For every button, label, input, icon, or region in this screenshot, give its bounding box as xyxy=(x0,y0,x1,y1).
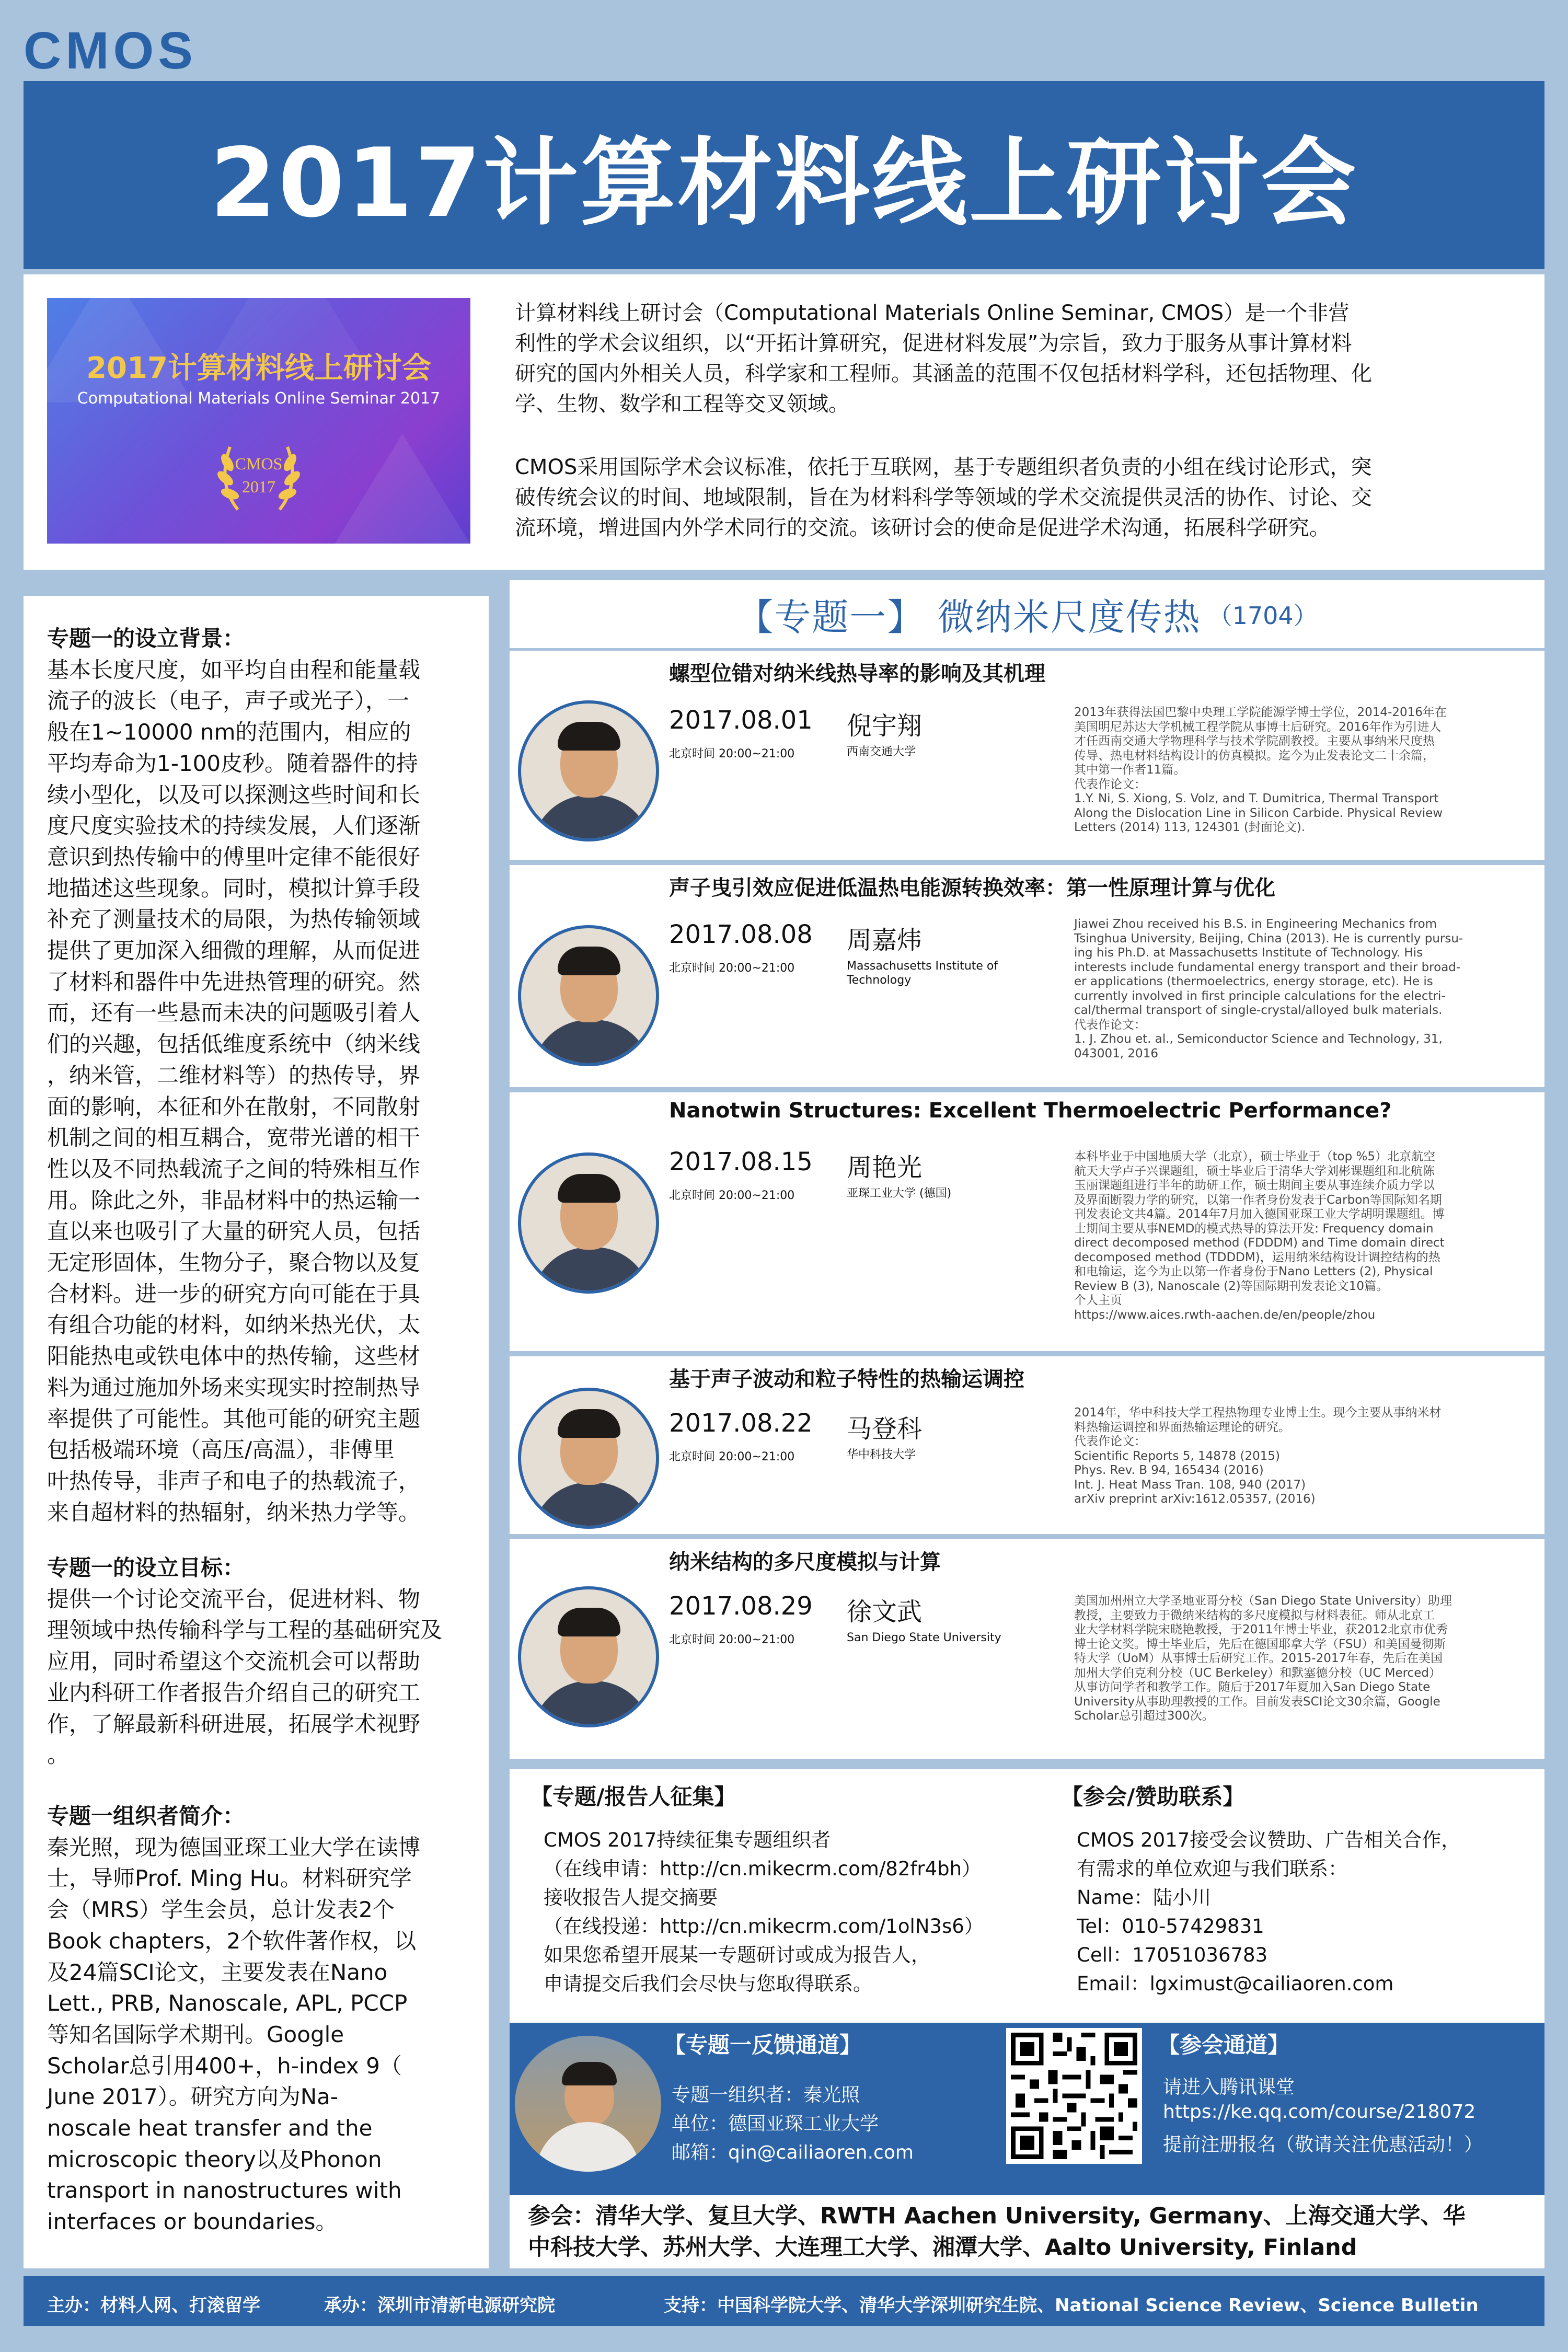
speaker-bio xyxy=(1074,1594,1524,1724)
bio-line: 代表作论文： xyxy=(1074,1435,1146,1448)
talk-card xyxy=(510,1092,1544,1351)
bio-line: 玉丽课题组进行半年的助研工作，硕士期间主要从事连续介质力学以 xyxy=(1074,1179,1435,1192)
organizer-section xyxy=(47,1801,486,2238)
page-title: 2017计算材料线上研讨会 xyxy=(210,127,1358,238)
bio-line: 传导、热电材料结构设计的仿真模拟。迄今为止发表论文二十余篇， xyxy=(1074,748,1435,763)
footer-organizer: 承办：深圳市清新电源研究院 xyxy=(324,2295,555,2316)
text-line: 地描述这些现象。同时，模拟计算手段 xyxy=(47,875,421,901)
bio-line: Jiawei Zhou received his B.S. in Engineering Mechanics from xyxy=(1074,917,1437,931)
text-line: interfaces or boundaries。 xyxy=(47,2209,338,2235)
bio-line: 从事访问学者和教学工作。随后于2017年夏加入San Diego State xyxy=(1074,1680,1431,1694)
bio-line: 加州大学伯克利分校（UC Berkeley）和默塞德分校（UC Merced） xyxy=(1074,1666,1441,1680)
talk-date: 2017.08.15 xyxy=(669,1147,813,1177)
intro-line: 学、生物、数学和工程等交叉领域。 xyxy=(515,392,849,416)
text-line: 面的影响，本征和外在散射，不同散射 xyxy=(47,1093,421,1120)
talk-title: 基于声子波动和粒子特性的热输运调控 xyxy=(669,1367,1024,1391)
talk-card xyxy=(510,651,1544,860)
talk-title: 纳米结构的多尺度模拟与计算 xyxy=(669,1550,941,1574)
speaker-affiliation xyxy=(847,1631,1024,1645)
feedback-band xyxy=(510,2023,1544,2195)
bio-line: 和电输运，迄今为止以第一作者身份于Nano Letters (2), Physical xyxy=(1074,1265,1433,1278)
text-line: 般在1~10000 nm的范围内，相应的 xyxy=(47,719,411,745)
goal-section xyxy=(47,1552,486,1771)
bio-line: 才任西南交通大学物理科学与技术学院副教授。主要从事纳米尺度热 xyxy=(1074,734,1435,748)
footer-host: 主办：材料人网、打滚留学 xyxy=(47,2295,260,2316)
text-line: 作，了解最新科研进展，拓展学术视野 xyxy=(47,1711,421,1737)
bio-line: 1.Y. Ni, S. Xiong, S. Volz, and T. Dumitrica, Thermal Transport xyxy=(1074,792,1439,805)
speaker-affiliation xyxy=(847,959,1024,987)
text-line: 流子的波长（电子，声子或光子），一 xyxy=(47,688,410,714)
talk-date: 2017.08.01 xyxy=(669,706,813,735)
intro-line: 破传统会议的时间、地域限制，旨在为材料科学等领域的学术交流提供灵活的协作、讨论、交 xyxy=(515,486,1372,510)
text-line: 无定形固体，生物分子，聚合物以及复 xyxy=(47,1250,421,1276)
sponsor-line: CMOS 2017接受会议赞助、广告相关合作， xyxy=(1077,1829,1461,1851)
bio-line: 2013年获得法国巴黎中央理工学院能源学博士学位，2014-2016年在 xyxy=(1074,706,1447,719)
footer-bar xyxy=(24,2276,1544,2326)
bio-line: Letters (2014) 113, 124301 (封面论文). xyxy=(1074,821,1306,834)
text-line: 会（MRS）学生会员，总计发表2个 xyxy=(47,1897,395,1923)
bio-line: Review B (3), Nanoscale (2)等国际期刊发表论文10篇。 xyxy=(1074,1279,1389,1293)
bio-line: ing his Ph.D. at Massachusetts Institute of Technology. His xyxy=(1074,946,1423,960)
intro-line: CMOS采用国际学术会议标准，依托于互联网，基于专题组织者负责的小组在线讨论形式，突 xyxy=(515,455,1372,479)
bio-line: 及界面断裂力学的研究，以第一作者身份发表于Carbon等国际知名期 xyxy=(1074,1193,1442,1207)
bio-line: 2014年，华中科技大学工程热物理专业博士生。现今主要从事纳米材 xyxy=(1074,1406,1442,1420)
bio-line: Scientific Reports 5, 14878 (2015) xyxy=(1074,1449,1280,1463)
topic-count: （1704） xyxy=(1208,602,1318,630)
text-line: Book chapters，2个软件著作权，以 xyxy=(47,1928,417,1954)
bio-line: currently involved in first principle calculations for the electri- xyxy=(1074,989,1446,1003)
bio-line: interests include fundamental energy transport and their broad- xyxy=(1074,960,1461,974)
speaker-name: 周艳光 xyxy=(847,1153,923,1182)
bio-line: 特大学（UoM）从事博士后研究工作。2015-2017年春，先后在美国 xyxy=(1074,1652,1443,1665)
talk-time: 北京时间 20:00~21:00 xyxy=(669,747,795,760)
feedback-email[interactable]: 邮箱：qin@cailiaoren.com xyxy=(672,2142,914,2163)
talk-time: 北京时间 20:00~21:00 xyxy=(669,1633,795,1646)
talk-title: 声子曳引效应促进低温热电能源转换效率：第一性原理计算与优化 xyxy=(669,876,1275,900)
affiliation-line: Massachusetts Institute of xyxy=(847,960,998,973)
title-band xyxy=(24,81,1544,269)
bio-line: 教授，主要致力于微纳米结构的多尺度模拟与材料表征。师从北京工 xyxy=(1074,1608,1435,1622)
qr-code-icon[interactable] xyxy=(1006,2028,1142,2164)
recruit-link-abstract[interactable]: （在线投递：http://cn.mikecrm.com/1olN3s6） xyxy=(544,1915,984,1938)
background-heading: 专题一的设立背景： xyxy=(47,626,245,651)
bio-line: 个人主页 xyxy=(1074,1294,1122,1307)
talk-card xyxy=(510,1356,1544,1534)
bio-line: 刊发表论文共4篇。2014年7月加入德国亚琛工业大学胡明课题组。博 xyxy=(1074,1207,1445,1221)
intro-line: 利性的学术会议组织，以“开拓计算研究，促进材料发展”为宗旨，致力于服务从事计算材料 xyxy=(515,331,1352,355)
text-line: 直以来也吸引了大量的研究人员，包括 xyxy=(47,1218,421,1244)
recruit-heading: 【专题/报告人征集】 xyxy=(531,1784,736,1809)
participants-list xyxy=(528,2200,1531,2263)
speaker-avatar xyxy=(518,1586,659,1727)
text-line: 续小型化，以及可以探测这些时间和长 xyxy=(47,781,421,808)
join-instruction: 请进入腾讯课堂 xyxy=(1163,2077,1295,2098)
text-line: ，纳米管，二维材料等）的热传导，界 xyxy=(47,1062,421,1088)
bio-line: cal/thermal transport of single-crystal/alloyed bulk materials. xyxy=(1074,1004,1443,1017)
text-line: 而，还有一些悬而未决的问题吸引着人 xyxy=(47,1000,421,1026)
sponsor-heading: 【参会/赞助联系】 xyxy=(1061,1784,1245,1809)
text-line: 叶热传导，非声子和电子的热载流子， xyxy=(47,1468,421,1494)
feedback-affiliation: 单位：德国亚琛工业大学 xyxy=(672,2113,879,2135)
join-link[interactable]: https://ke.qq.com/course/218072 xyxy=(1163,2101,1476,2123)
organizer-photo xyxy=(515,2036,661,2172)
bio-line: 业大学材料学院宋晓艳教授，于2011年博士毕业，获2012北京市优秀 xyxy=(1074,1623,1448,1636)
talk-time: 北京时间 20:00~21:00 xyxy=(669,1450,795,1463)
speaker-bio xyxy=(1074,917,1524,1061)
bio-line: 料热输运调控和界面热输运理论的研究。 xyxy=(1074,1420,1290,1434)
brand-logo: CMOS xyxy=(24,21,197,80)
sponsor-contact-name: Name：陆小川 xyxy=(1077,1886,1212,1909)
text-line: 等知名国际学术期刊。Google xyxy=(47,2021,344,2047)
text-line: 士，导师Prof. Ming Hu。材料研究学 xyxy=(47,1865,412,1892)
sponsor-contact-cell: Cell：17051036783 xyxy=(1077,1944,1268,1966)
talk-title: Nanotwin Structures: Excellent Thermoelectric Performance? xyxy=(669,1099,1392,1123)
sponsor-line: 有需求的单位欢迎与我们联系： xyxy=(1077,1858,1347,1880)
bio-line: 航天大学卢子兴课题组，硕士毕业后于清华大学刘彬课题组和北航陈 xyxy=(1074,1164,1435,1178)
recruit-line: 接收报告人提交摘要 xyxy=(544,1886,718,1909)
text-line: 度尺度实验技术的持续发展，人们逐渐 xyxy=(47,813,421,839)
text-line: 来自超材料的热辐射，纳米热力学等。 xyxy=(47,1499,421,1525)
bio-line: 本科毕业于中国地质大学（北京），硕士毕业于（top %5）北京航空 xyxy=(1074,1150,1435,1163)
text-line: 及24篇SCI论文，主要发表在Nano xyxy=(47,1959,388,1985)
talk-date: 2017.08.29 xyxy=(669,1592,813,1621)
bio-line: Phys. Rev. B 94, 165434 (2016) xyxy=(1074,1463,1264,1477)
banner-badge-text xyxy=(206,452,311,498)
topic-name: 【专题一】 微纳米尺度传热 xyxy=(736,595,1201,639)
bio-line: Scholar总引超过300次。 xyxy=(1074,1709,1214,1723)
bio-line: 博士论文奖。博士毕业后，先后在德国耶拿大学（FSU）和美国曼彻斯 xyxy=(1074,1637,1446,1651)
speaker-bio xyxy=(1074,1406,1524,1507)
bio-line: Int. J. Heat Mass Tran. 108, 940 (2017) xyxy=(1074,1478,1306,1492)
talk-title: 螺型位错对纳米线热导率的影响及其机理 xyxy=(669,662,1045,686)
talk-date: 2017.08.22 xyxy=(669,1409,813,1438)
speaker-avatar xyxy=(518,700,659,841)
text-line: 机制之间的相互耦合，宽带光谱的相干 xyxy=(47,1125,421,1151)
affiliation-line: 华中科技大学 xyxy=(847,1448,916,1461)
topic-header xyxy=(510,580,1544,648)
bio-line: 士期间主要从事NEMD的模式热导的算法开发: Frequency domain xyxy=(1074,1221,1434,1236)
speaker-name: 周嘉炜 xyxy=(847,926,923,955)
bio-line: 美国加州州立大学圣地亚哥分校（San Diego State University）助理 xyxy=(1074,1594,1452,1608)
banner-subtitle: Computational Materials Online Seminar 2017 xyxy=(77,389,441,408)
bio-line: arXiv preprint arXiv:1612.05357, (2016) xyxy=(1074,1492,1316,1506)
text-line: 合材料。进一步的研究方向可能在于具 xyxy=(47,1281,421,1307)
text-line: 料为通过施加外场来实现实时控制热导 xyxy=(47,1374,421,1400)
join-heading: 【参会通道】 xyxy=(1158,2032,1290,2058)
speaker-name: 倪宇翔 xyxy=(847,711,923,741)
recruit-line: 申请提交后我们会尽快与您取得联系。 xyxy=(544,1973,872,1995)
text-line: 性以及不同热载流子之间的特殊相互作 xyxy=(47,1156,421,1182)
talk-card xyxy=(510,865,1544,1087)
text-line: microscopic theory以及Phonon xyxy=(47,2146,382,2172)
feedback-heading: 【专题一反馈通道】 xyxy=(664,2032,862,2058)
recruit-line: 如果您希望开展某一专题研讨或成为报告人， xyxy=(544,1944,930,1966)
speaker-bio xyxy=(1074,706,1524,835)
affiliation-line: San Diego State University xyxy=(847,1631,1001,1644)
intro-paragraph-1 xyxy=(515,298,1524,419)
talk-card xyxy=(510,1539,1544,1759)
intro-line: 计算材料线上研讨会（Computational Materials Online Seminar, CMOS）是一个非营 xyxy=(515,301,1350,325)
bio-line: Along the Dislocation Line in Silicon Carbide. Physical Review xyxy=(1074,806,1443,820)
seminar-banner-image xyxy=(47,298,470,544)
speaker-affiliation xyxy=(847,1448,1024,1462)
intro-paragraph-2 xyxy=(515,452,1524,543)
bio-line: 代表作论文： xyxy=(1074,777,1146,791)
participants-line: 中科技大学、苏州大学、大连理工大学、湘潭大学、Aalto University, Finland xyxy=(528,2234,1357,2261)
text-line: transport in nanostructures with xyxy=(47,2177,402,2204)
text-line: 秦光照，现为德国亚琛工业大学在读博 xyxy=(47,1834,421,1860)
bio-line: 043001, 2016 xyxy=(1074,1046,1158,1060)
bio-line: 代表作论文： xyxy=(1074,1018,1146,1032)
text-line: noscale heat transfer and the xyxy=(47,2115,373,2141)
bio-line: er applications (thermoelectrics, energy storage, etc). He is xyxy=(1074,975,1433,988)
affiliation-line: 亚琛工业大学 (德国) xyxy=(847,1187,952,1200)
text-line: Lett., PRB, Nanoscale, APL, PCCP xyxy=(47,1990,408,2016)
text-line: 阳能热电或铁电体中的热传输，这些材 xyxy=(47,1343,421,1369)
speaker-avatar xyxy=(518,1152,659,1294)
speaker-bio xyxy=(1074,1150,1524,1322)
recruit-line: CMOS 2017持续征集专题组织者 xyxy=(544,1829,831,1851)
text-line: 提供了更加深入细微的理解，从而促进 xyxy=(47,938,421,964)
organizer-heading: 专题一组织者简介： xyxy=(47,1803,245,1829)
intro-line: 研究的国内外相关人员，科学家和工程师。其涵盖的范围不仅包括材料学科，还包括物理、化 xyxy=(515,362,1372,386)
bio-line: Tsinghua University, Beijing, China (2013). He is currently pursu- xyxy=(1074,931,1463,946)
text-line: 包括极端环境（高压/高温），非傅里 xyxy=(47,1437,395,1463)
join-note: 提前注册报名（敬请关注优惠活动！） xyxy=(1163,2134,1483,2155)
affiliation-line: 西南交通大学 xyxy=(847,745,916,758)
bio-line: decomposed method (TDDDM)，运用纳米结构设计调控结构的热 xyxy=(1074,1250,1440,1264)
talk-time: 北京时间 20:00~21:00 xyxy=(669,962,795,975)
bio-line: https://www.aices.rwth-aachen.de/en/people/zhou xyxy=(1074,1308,1376,1322)
text-line: 提供一个讨论交流平台，促进材料、物 xyxy=(47,1586,421,1612)
bio-line: 美国明尼苏达大学机械工程学院从事博士后研究。2016年作为引进人 xyxy=(1074,720,1442,734)
badge-line-2: 2017 xyxy=(242,477,275,496)
background-section xyxy=(47,623,486,1528)
speaker-name: 徐文武 xyxy=(847,1597,923,1627)
text-line: Scholar总引用400+，h-index 9（ xyxy=(47,2053,402,2079)
participants-panel xyxy=(510,2195,1544,2268)
bio-line: direct decomposed method (FDDDM) and Time domain direct xyxy=(1074,1236,1445,1250)
talk-date: 2017.08.08 xyxy=(669,920,813,949)
text-line: 意识到热传输中的傅里叶定律不能很好 xyxy=(47,844,421,870)
text-line: 有组合功能的材料，如纳米热光伏，太 xyxy=(47,1312,421,1338)
badge-line-1: CMOS xyxy=(235,454,283,473)
feedback-organizer: 专题一组织者：秦光照 xyxy=(672,2084,860,2106)
talk-time: 北京时间 20:00~21:00 xyxy=(669,1189,795,1202)
text-line: 率提供了可能性。其他可能的研究主题 xyxy=(47,1405,421,1432)
text-line: 理领域中热传输科学与工程的基础研究及 xyxy=(47,1617,443,1643)
contact-panel xyxy=(510,1769,1544,2033)
text-line: 应用，同时希望这个交流机会可以帮助 xyxy=(47,1648,421,1675)
speaker-affiliation xyxy=(847,745,1024,759)
text-line: 。 xyxy=(47,1742,70,1768)
text-line: 业内科研工作者报告介绍自己的研究工 xyxy=(47,1679,421,1705)
left-info-panel xyxy=(24,596,489,2268)
goal-heading: 专题一的设立目标： xyxy=(47,1555,245,1581)
bio-line: 1. J. Zhou et. al., Semiconductor Science and Technology, 31, xyxy=(1074,1032,1443,1046)
affiliation-line: Technology xyxy=(847,974,912,987)
text-line: 了材料和器件中先进热管理的研究。然 xyxy=(47,969,421,995)
text-line: 用。除此之外，非晶材料中的热运输一 xyxy=(47,1187,421,1213)
text-line: 补充了测量技术的局限，为热传输领域 xyxy=(47,906,421,932)
bio-line: University从事助理教授的工作。目前发表SCI论文30余篇，Google xyxy=(1074,1694,1440,1709)
speaker-name: 马登科 xyxy=(847,1414,923,1444)
text-line: 们的兴趣，包括低维度系统中（纳米线 xyxy=(47,1031,421,1057)
intro-panel xyxy=(24,274,1544,570)
intro-line: 流环境，增进国内外学术同行的交流。该研讨会的使命是促进学术沟通，拓展科学研究。 xyxy=(515,516,1330,540)
footer-support: 支持：中国科学院大学、清华大学深圳研究生院、National Science Review、Science Bulletin xyxy=(664,2295,1479,2316)
speaker-avatar xyxy=(518,1388,659,1529)
speaker-affiliation xyxy=(847,1186,1024,1201)
text-line: June 2017）。研究方向为Na- xyxy=(47,2084,339,2110)
recruit-link-organizer[interactable]: （在线申请：http://cn.mikecrm.com/82fr4bh） xyxy=(544,1858,982,1880)
bio-line: 其中第一作者11篇。 xyxy=(1074,763,1186,777)
sponsor-contact-email[interactable]: Email：lgximust@cailiaoren.com xyxy=(1077,1973,1394,1995)
text-line: 平均寿命为1-100皮秒。随着器件的持 xyxy=(47,750,419,776)
speaker-avatar xyxy=(518,925,659,1066)
banner-title: 2017计算材料线上研讨会 xyxy=(86,351,431,385)
participants-line: 参会：清华大学、复旦大学、RWTH Aachen University, Germany、上海交通大学、华 xyxy=(528,2203,1466,2229)
sponsor-contact-tel: Tel：010-57429831 xyxy=(1077,1915,1264,1938)
text-line: 基本长度尺度，如平均自由程和能量载 xyxy=(47,656,421,683)
